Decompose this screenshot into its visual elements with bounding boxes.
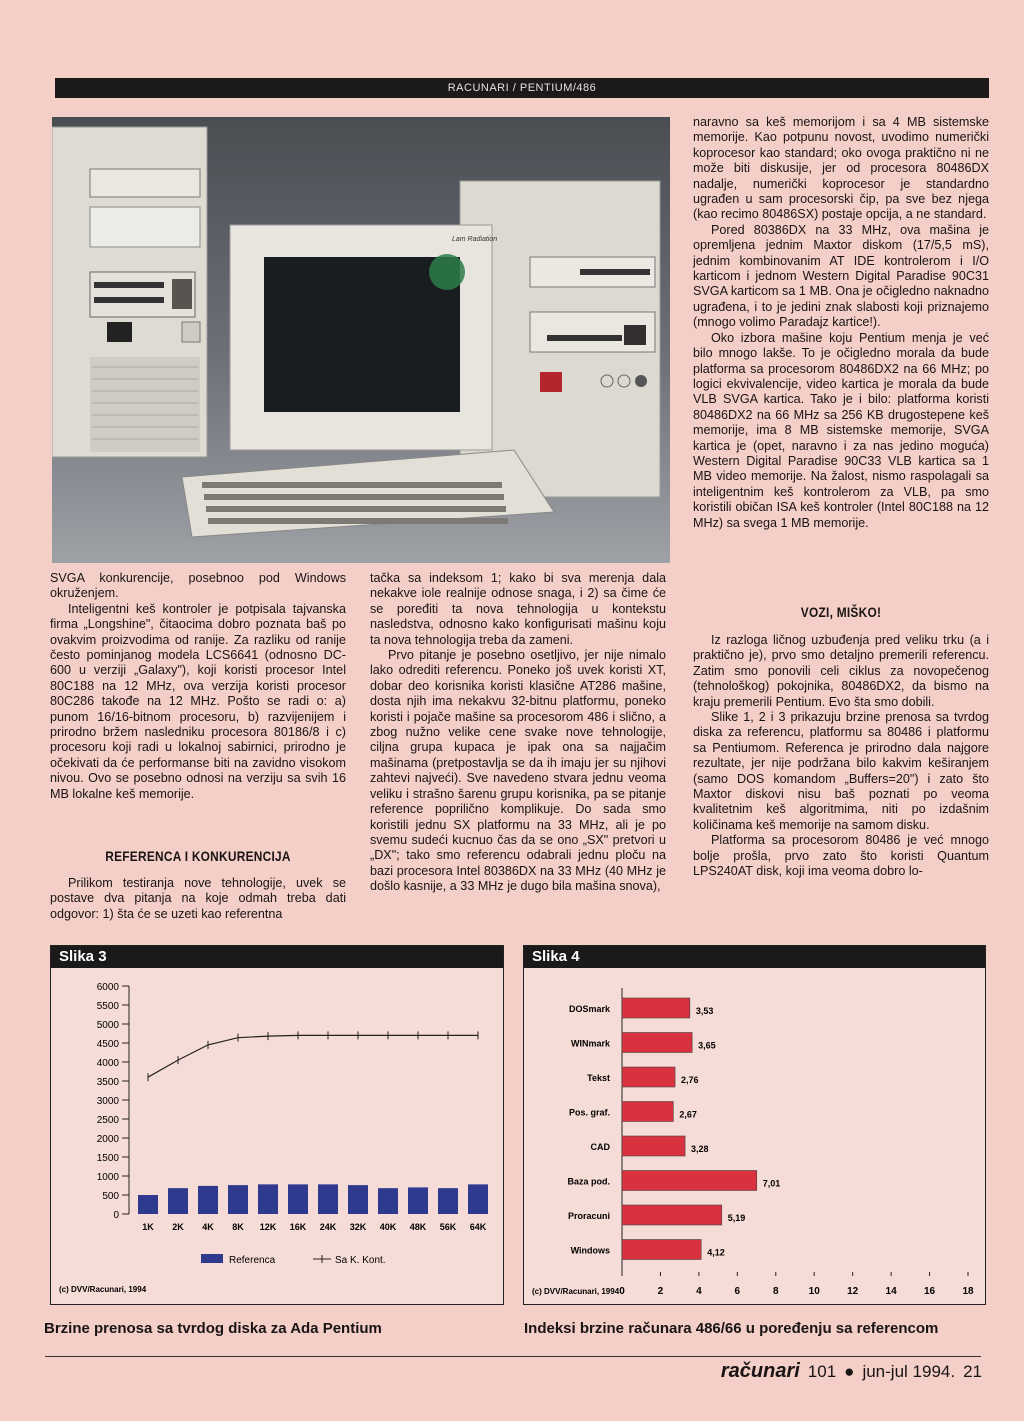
chart3-bar — [228, 1185, 248, 1214]
chart3-legend-label-bar: Referenca — [229, 1255, 276, 1266]
chart4-category-label: DOSmark — [568, 1004, 610, 1014]
footer-page: 21 — [963, 1362, 982, 1381]
col3-paragraph-2: Pored 80386DX na 33 MHz, ova mašina je opremljena jednim Maxtor diskom (17/5,5 mS), jednim kombinovanim AT IDE kontrolerom i I/O karticom i jednom Western Digital Paradise 90C31 SVGA karticom sa 1 MB. Ona je očigledno naknadno ugrađena, i to je jedini znak slabosti koji priznajemo (mnogo volimo Paradajz kartice!). — [693, 222, 989, 330]
col3-paragraph-6: Platforma sa procesorom 80486 je već mnogo bolje prošla, prvo zato što koristi Quantum LPS240AT disk, koji ima veoma dobro lo- — [693, 833, 989, 879]
chart3-bar — [168, 1188, 188, 1214]
column-2 — [370, 571, 666, 895]
chart3-x-tick-label: 40K — [379, 1222, 397, 1232]
chart3-bar — [288, 1184, 308, 1214]
col3-paragraph-5: Slike 1, 2 i 3 prikazuju brzine prenosa sa tvrdog diska za referencu, platformu sa 80486 i platformu sa Pentiumom. Referenca je prirodno dala najgore rezultate, jer nije podržana bilo kakvim keširanjem (samo DOS komandom „Buffers=20") i zato što Maxtor diskovi nisu baš poznati po veoma kvalitetnim keš algoritmima, niti po izdašnim količinama keš memorije na samom disku. — [693, 710, 989, 832]
chart3-y-tick-label: 4000 — [96, 1058, 119, 1069]
chart4-value-label: 3,28 — [691, 1144, 709, 1154]
chart4-x-tick-label: 14 — [885, 1286, 897, 1297]
heading-vozi-misko: VOZI, MIŠKO! — [800, 604, 882, 620]
chart3-x-tick-label: 2K — [172, 1222, 184, 1232]
chart4-value-label: 4,12 — [707, 1247, 725, 1258]
chart3-bar — [198, 1186, 218, 1214]
chart3-x-tick-label: 16K — [289, 1222, 307, 1232]
chart4-title: Slika 4 — [524, 946, 985, 968]
chart3-y-tick-label: 0 — [113, 1210, 119, 1221]
chart4-category-label: WINmark — [570, 1038, 610, 1049]
chart4-category-label: CAD — [590, 1142, 610, 1152]
chart4-value-label: 3,65 — [698, 1040, 716, 1051]
chart3-x-tick-label: 24K — [319, 1222, 337, 1232]
chart3-legend-label-line: Sa K. Kont. — [335, 1255, 386, 1266]
footer — [721, 1360, 982, 1383]
chart4-caption: Indeksi brzine računara 486/66 u poređenju sa referencom — [524, 1320, 939, 1337]
chart4-value-label: 7,01 — [762, 1178, 781, 1189]
chart4-x-tick-label: 10 — [808, 1286, 820, 1297]
section-header-title: RACUNARI / PENTIUM/486 — [447, 82, 597, 94]
chart4-bar — [622, 1136, 685, 1156]
chart4-category-label: Pos. graf. — [568, 1107, 610, 1118]
chart3-y-tick-label: 4500 — [96, 1039, 119, 1050]
section-header — [55, 78, 989, 98]
chart4-x-tick-label: 16 — [923, 1286, 936, 1297]
chart3-y-tick-label: 6000 — [96, 982, 119, 993]
chart3-bar — [318, 1184, 338, 1214]
chart3-x-tick-label: 32K — [349, 1222, 367, 1232]
chart3-x-tick-label: 64K — [469, 1222, 487, 1232]
chart3-x-tick-label: 48K — [409, 1222, 427, 1232]
chart3-y-tick-label: 3000 — [96, 1096, 119, 1107]
monitor-brand: Lam Radiation — [452, 236, 498, 243]
chart3-y-tick-label: 1500 — [96, 1153, 119, 1164]
footer-rule — [45, 1356, 981, 1357]
chart4-value-label: 3,53 — [695, 1006, 714, 1016]
col1-paragraph-1: SVGA konkurencije, posebnoo pod Windows okruženjem. — [50, 571, 346, 601]
chart4-x-tick-label: 18 — [962, 1286, 974, 1297]
chart3-y-tick-label: 3500 — [96, 1077, 119, 1088]
column-1-continued — [50, 876, 346, 922]
chart3-y-tick-label: 2500 — [96, 1115, 119, 1126]
chart3-x-tick-label: 12K — [259, 1222, 277, 1232]
chart3-x-tick-label: 1K — [142, 1222, 154, 1232]
chart-slika-4 — [523, 945, 986, 1305]
chart4-x-tick-label: 6 — [734, 1286, 741, 1297]
chart3-bar — [468, 1184, 488, 1214]
chart3-plot — [51, 946, 503, 1304]
chart3-bar — [138, 1195, 158, 1214]
chart3-bar — [408, 1187, 428, 1214]
col3-paragraph-3: Oko izbora mašine koju Pentium menja je već bilo mnogo lakše. To je očigledno morala da bude platforma sa procesorom 80486DX2 na 66 MHz; po logici ekvivalencije, video kartica je morala da bude VLB SVGA kartica. Tako je i bilo: platforma koristi 80486DX2 na 66 MHz sa 256 KB drugostepene keš memorije, ima 8 MB sistemske memorije, SVGA kartica je (opet, naravno i za nas jedino moguća) Western Digital Paradise 90C33 VLB kartica sa 1 MB video memorije. Na žalost, nismo raspolagali sa inteligentnim keš kontrolerom za VLB, pa smo koristili običan ISA keš kontroler (Intel 80C188 na 12 MHz) sa svega 1 MB memorije. — [693, 330, 989, 530]
col3-paragraph-1: naravno sa keš memorijom i sa 4 MB sistemske memorije. Kao potpunu novost, uvodimo numerički koprocesor kao standard; oko ovoga praktično ni ne može biti diskusije, jer od procesora 80486DX nadalje, numerički koprocesor je standardno ugrađen u sam procesorski čip, pa sve bez njega (kao recimo 80486SX) postaje opcija, a ne standard. — [693, 115, 989, 222]
chart4-category-label: Proracuni — [567, 1211, 610, 1221]
chart4-value-label: 2,67 — [679, 1109, 697, 1120]
chart3-y-tick-label: 2000 — [96, 1134, 119, 1145]
footer-issue: 101 — [807, 1362, 837, 1381]
chart4-x-tick-label: 12 — [847, 1286, 859, 1297]
chart3-caption: Brzine prenosa sa tvrdog diska za Ada Pentium — [44, 1320, 382, 1337]
chart4-category-label: Tekst — [587, 1073, 610, 1083]
chart4-category-label: Baza pod. — [567, 1176, 610, 1187]
heading-referenca: REFERENCA I KONKURENCIJA — [105, 848, 291, 864]
chart4-plot — [524, 946, 985, 1304]
col3-paragraph-4: Iz razloga ličnog uzbuđenja pred veliku trku (a i praktično je), prvo smo detaljno premerili referencu. Zatim smo ponovili celi ciklus za novopečenog (tehnološkog) pokojnika, 80486DX2, da bismo na kraju premerili Pentium. Evo šta smo dobili. — [693, 633, 989, 709]
chart3-y-tick-label: 5500 — [96, 1001, 119, 1012]
footer-bullet-icon: ● — [844, 1362, 855, 1381]
chart4-x-tick-label: 8 — [772, 1286, 779, 1297]
chart3-copyright: (c) DVV/Racunari, 1994 — [59, 1285, 147, 1294]
chart3-bar — [348, 1185, 368, 1214]
chart3-bar — [378, 1188, 398, 1214]
chart3-y-tick-label: 5000 — [96, 1020, 119, 1031]
chart4-value-label: 2,76 — [681, 1075, 699, 1085]
chart4-value-label: 5,19 — [727, 1213, 746, 1223]
chart3-y-tick-label: 1000 — [96, 1172, 119, 1183]
col2-paragraph-2: Prvo pitanje je posebno osetljivo, jer nije nimalo lako odrediti referencu. Poneko još uvek koristi XT, dobar deo korisnika koristi klasične AT286 mašine, dosta njih ima nekakvu 32-bitnu platformu, poneko koristi i pojače mašine sa procesorom 486 i slično, a zbog nužno velike cene svake nove tehnologije, ciljna grupa kupaca je ipak ona sa najjačim mašinama (pretpostavlja se da ih imaju jer su njihovi zahtevi najveći). Sve navedeno stvara jednu veoma veliku i strašno šarenu grupu korisnika, pa se pitanje reference poprilično komplikuje. Do sada smo koristili jednu SX platformu na 33 MHz, ali je po svemu sudeći kucnuo čas da se ono „SX" pretvori u „DX"; tako smo referencu odabrali jednu ploču na bazi procesora Intel 80386DX na 33 MHz (40 MHz je došlo kasnije, a 33 MHz je dugo bila mašina snova), — [370, 648, 666, 894]
chart3-bar — [438, 1188, 458, 1214]
chart3-bar — [258, 1184, 278, 1214]
col1-paragraph-3: Prilikom testiranja nove tehnologije, uvek se postave dva pitanja na koje odmah treba dati odgovor: 1) šta će se uzeti kao referentna — [50, 876, 346, 921]
chart3-x-tick-label: 4K — [202, 1222, 214, 1232]
chart4-x-tick-label: 0 — [619, 1286, 625, 1297]
chart4-bar — [622, 1171, 757, 1191]
chart3-line-series — [148, 1035, 478, 1077]
chart4-bar — [622, 1102, 673, 1122]
chart3-legend-swatch-bar — [201, 1254, 223, 1263]
chart4-bar — [622, 1067, 675, 1087]
chart4-bar — [622, 998, 690, 1018]
column-3 — [693, 115, 989, 531]
chart4-bar — [622, 1240, 701, 1260]
chart3-title: Slika 3 — [51, 946, 503, 968]
chart4-x-tick-label: 4 — [696, 1286, 702, 1297]
chart3-y-tick-label: 500 — [102, 1191, 119, 1202]
column-3-continued — [693, 633, 989, 880]
chart4-bar — [622, 1033, 692, 1053]
column-1 — [50, 571, 346, 802]
chart3-x-tick-label: 56K — [439, 1222, 457, 1232]
chart-slika-3 — [50, 945, 504, 1305]
chart4-copyright: (c) DVV/Racunari, 1994 — [532, 1287, 620, 1296]
footer-date: jun-jul 1994. — [862, 1362, 956, 1381]
footer-magazine: računari — [720, 1360, 800, 1382]
col1-paragraph-2: Inteligentni keš kontroler je potpisala tajvanska firma „Longshine", čitaocima dobro poznata baš po ovakvim proizvodima od ranije. Za razliku od ranije često pominjanog modela LCS6641 (odnosno DC-600 u verziji „Galaxy"), koji koristi procesor Intel 80C188 na 12 MHz, ova verzija koristi procesor 80C286 takođe na 12 MHz. Pošto se radi o: a) punom 16/16-bitnom procesoru, b) razvijenijem i prirodno bržem nasledniku procesora 80186/8 i c) procesoru koji radi u lokalnoj sabirnici, prirodno je očekivati da će performanse biti na zavidno visokom nivou. Ovo se posebno odnosi na verziju sa svih 16 MB lokalne keš memorije. — [50, 601, 346, 801]
chart4-category-label: Windows — [570, 1245, 610, 1256]
computer-illustration — [52, 117, 670, 563]
chart4-x-tick-label: 2 — [657, 1286, 664, 1297]
product-photo — [52, 117, 670, 563]
col2-paragraph-1: tačka sa indeksom 1; kako bi sva merenja dala nekakve iole realnije odnose snaga, i 2) sa čime će se poređiti ta nova tehnologija u kontekstu nasledstva, odnosno kako konfigurisati mašinu koju ta nova tehnologija treba da zameni. — [370, 571, 666, 647]
chart3-x-tick-label: 8K — [232, 1222, 244, 1232]
chart4-bar — [622, 1205, 722, 1225]
